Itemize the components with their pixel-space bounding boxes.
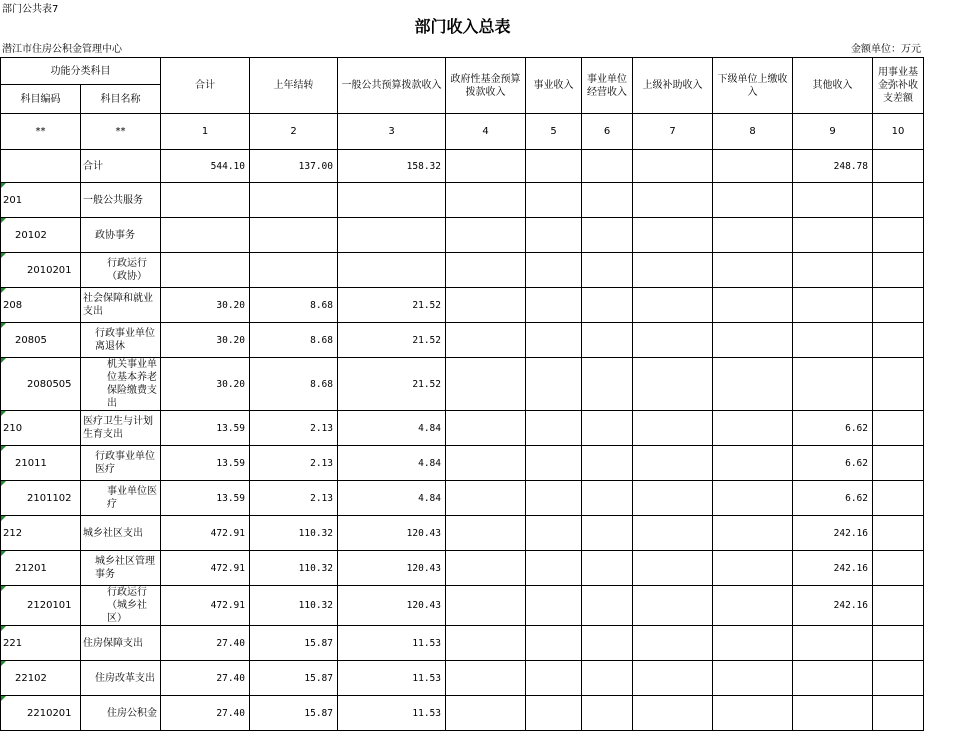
- table-row: [1, 586, 924, 626]
- index-name: **: [81, 114, 161, 150]
- row-code: 21201: [1, 551, 81, 586]
- cell-col-1: 27.40: [161, 696, 250, 731]
- cell-col-4: [446, 323, 526, 358]
- cell-col-7: [633, 446, 713, 481]
- cell-col-9: [793, 183, 873, 218]
- cell-col-8: [713, 411, 793, 446]
- row-name: 合计: [81, 150, 161, 183]
- cell-col-8: [713, 358, 793, 411]
- cell-col-7: [633, 661, 713, 696]
- table-row: [1, 626, 924, 661]
- cell-col-10: [873, 551, 924, 586]
- cell-col-4: [446, 411, 526, 446]
- cell-col-8: [713, 481, 793, 516]
- cell-col-8: [713, 626, 793, 661]
- cell-col-8: [713, 586, 793, 626]
- cell-col-1: 13.59: [161, 481, 250, 516]
- cell-col-5: [526, 586, 582, 626]
- cell-col-7: [633, 253, 713, 288]
- organization-name: 潜江市住房公积金管理中心: [2, 44, 122, 55]
- cell-col-7: [633, 150, 713, 183]
- income-summary-table: [0, 57, 924, 731]
- row-code: 2120101: [1, 586, 81, 626]
- cell-col-1: 544.10: [161, 150, 250, 183]
- cell-col-5: [526, 288, 582, 323]
- cell-col-6: [582, 696, 633, 731]
- cell-col-6: [582, 516, 633, 551]
- header-col-2: 上年结转: [250, 58, 338, 114]
- table-row: [1, 411, 924, 446]
- table-row: [1, 218, 924, 253]
- cell-col-8: [713, 253, 793, 288]
- cell-col-3: [338, 253, 446, 288]
- table-row: [1, 696, 924, 731]
- cell-col-5: [526, 411, 582, 446]
- index-col-7: 7: [633, 114, 713, 150]
- cell-col-4: [446, 446, 526, 481]
- cell-col-1: 13.59: [161, 446, 250, 481]
- cell-col-8: [713, 183, 793, 218]
- cell-col-9: 242.16: [793, 586, 873, 626]
- index-col-6: 6: [582, 114, 633, 150]
- cell-col-4: [446, 183, 526, 218]
- cell-col-9: 6.62: [793, 446, 873, 481]
- header-code: 科目编码: [1, 85, 81, 114]
- index-col-5: 5: [526, 114, 582, 150]
- cell-col-10: [873, 661, 924, 696]
- cell-col-4: [446, 551, 526, 586]
- cell-col-3: [338, 218, 446, 253]
- cell-col-9: [793, 288, 873, 323]
- row-name: 事业单位医疗: [81, 481, 161, 516]
- cell-col-2: 110.32: [250, 516, 338, 551]
- cell-col-1: [161, 183, 250, 218]
- cell-col-6: [582, 411, 633, 446]
- cell-col-5: [526, 551, 582, 586]
- cell-col-4: [446, 358, 526, 411]
- table-row: [1, 516, 924, 551]
- cell-col-8: [713, 661, 793, 696]
- cell-col-7: [633, 696, 713, 731]
- cell-col-5: [526, 218, 582, 253]
- cell-col-8: [713, 288, 793, 323]
- row-code: 210: [1, 411, 81, 446]
- cell-col-3: [338, 183, 446, 218]
- index-col-4: 4: [446, 114, 526, 150]
- cell-col-2: 8.68: [250, 288, 338, 323]
- table-row: [1, 253, 924, 288]
- header-col-8: 下级单位上缴收入: [713, 58, 793, 114]
- cell-col-3: 11.53: [338, 661, 446, 696]
- cell-col-2: 2.13: [250, 411, 338, 446]
- table-row: [1, 358, 924, 411]
- cell-col-3: 11.53: [338, 696, 446, 731]
- index-col-9: 9: [793, 114, 873, 150]
- cell-col-4: [446, 586, 526, 626]
- cell-col-8: [713, 551, 793, 586]
- cell-col-2: 2.13: [250, 481, 338, 516]
- cell-col-9: [793, 218, 873, 253]
- cell-col-1: 472.91: [161, 551, 250, 586]
- row-name: 行政事业单位医疗: [81, 446, 161, 481]
- cell-col-9: [793, 253, 873, 288]
- cell-col-2: 2.13: [250, 446, 338, 481]
- row-name: 政协事务: [81, 218, 161, 253]
- cell-col-5: [526, 661, 582, 696]
- cell-col-3: 120.43: [338, 516, 446, 551]
- cell-col-9: 242.16: [793, 516, 873, 551]
- cell-col-2: 110.32: [250, 586, 338, 626]
- cell-col-10: [873, 516, 924, 551]
- cell-col-2: 15.87: [250, 696, 338, 731]
- row-name: 行政运行（城乡社区）: [81, 586, 161, 626]
- index-code: **: [1, 114, 81, 150]
- index-col-10: 10: [873, 114, 924, 150]
- cell-col-9: 248.78: [793, 150, 873, 183]
- cell-col-4: [446, 288, 526, 323]
- cell-col-10: [873, 586, 924, 626]
- form-label: 部门公共表7: [2, 4, 59, 15]
- cell-col-6: [582, 253, 633, 288]
- header-col-3: 一般公共预算拨款收入: [338, 58, 446, 114]
- row-code: 22102: [1, 661, 81, 696]
- cell-col-5: [526, 626, 582, 661]
- cell-col-5: [526, 323, 582, 358]
- row-name: 行政事业单位离退休: [81, 323, 161, 358]
- index-col-3: 3: [338, 114, 446, 150]
- cell-col-9: [793, 696, 873, 731]
- row-name: 机关事业单位基本养老保险缴费支出: [81, 358, 161, 411]
- cell-col-7: [633, 516, 713, 551]
- cell-col-10: [873, 150, 924, 183]
- row-code: 2101102: [1, 481, 81, 516]
- cell-col-3: 11.53: [338, 626, 446, 661]
- row-code: 221: [1, 626, 81, 661]
- cell-col-1: 30.20: [161, 358, 250, 411]
- cell-col-10: [873, 358, 924, 411]
- cell-col-7: [633, 586, 713, 626]
- table-row: [1, 446, 924, 481]
- row-code: [1, 150, 81, 183]
- row-name: 城乡社区支出: [81, 516, 161, 551]
- cell-col-9: [793, 358, 873, 411]
- cell-col-2: 8.68: [250, 358, 338, 411]
- cell-col-9: [793, 323, 873, 358]
- cell-col-5: [526, 516, 582, 551]
- cell-col-5: [526, 358, 582, 411]
- row-name: 医疗卫生与计划生育支出: [81, 411, 161, 446]
- cell-col-4: [446, 253, 526, 288]
- cell-col-10: [873, 696, 924, 731]
- cell-col-10: [873, 218, 924, 253]
- row-code: 2080505: [1, 358, 81, 411]
- row-code: 2010201: [1, 253, 81, 288]
- cell-col-6: [582, 626, 633, 661]
- row-name: 一般公共服务: [81, 183, 161, 218]
- cell-col-3: 4.84: [338, 481, 446, 516]
- cell-col-3: 4.84: [338, 411, 446, 446]
- cell-col-8: [713, 516, 793, 551]
- cell-col-3: 21.52: [338, 358, 446, 411]
- cell-col-5: [526, 446, 582, 481]
- table-row: [1, 150, 924, 183]
- cell-col-5: [526, 253, 582, 288]
- cell-col-1: 27.40: [161, 626, 250, 661]
- cell-col-4: [446, 218, 526, 253]
- header-col-10: 用事业基金弥补收支差额: [873, 58, 924, 114]
- cell-col-1: 472.91: [161, 586, 250, 626]
- cell-col-9: 6.62: [793, 481, 873, 516]
- cell-col-8: [713, 150, 793, 183]
- cell-col-7: [633, 411, 713, 446]
- cell-col-2: [250, 218, 338, 253]
- amount-unit: 金额单位：万元: [851, 44, 921, 55]
- row-name: 社会保障和就业支出: [81, 288, 161, 323]
- cell-col-4: [446, 516, 526, 551]
- cell-col-10: [873, 253, 924, 288]
- header-col-5: 事业收入: [526, 58, 582, 114]
- cell-col-10: [873, 411, 924, 446]
- cell-col-1: 30.20: [161, 288, 250, 323]
- cell-col-7: [633, 358, 713, 411]
- cell-col-2: 137.00: [250, 150, 338, 183]
- cell-col-8: [713, 446, 793, 481]
- cell-col-7: [633, 288, 713, 323]
- header-group: 功能分类科目: [1, 58, 161, 85]
- cell-col-3: 4.84: [338, 446, 446, 481]
- index-col-1: 1: [161, 114, 250, 150]
- cell-col-1: [161, 253, 250, 288]
- row-name: 住房改革支出: [81, 661, 161, 696]
- row-code: 20102: [1, 218, 81, 253]
- cell-col-7: [633, 551, 713, 586]
- cell-col-6: [582, 150, 633, 183]
- table-row: [1, 288, 924, 323]
- page-title: 部门收入总表: [414, 17, 511, 36]
- cell-col-10: [873, 183, 924, 218]
- row-name: 行政运行（政协）: [81, 253, 161, 288]
- cell-col-10: [873, 323, 924, 358]
- cell-col-6: [582, 551, 633, 586]
- cell-col-3: 21.52: [338, 323, 446, 358]
- cell-col-3: 21.52: [338, 288, 446, 323]
- cell-col-3: 120.43: [338, 586, 446, 626]
- cell-col-9: 6.62: [793, 411, 873, 446]
- cell-col-4: [446, 150, 526, 183]
- cell-col-7: [633, 183, 713, 218]
- cell-col-6: [582, 446, 633, 481]
- cell-col-6: [582, 481, 633, 516]
- cell-col-2: 110.32: [250, 551, 338, 586]
- row-code: 2210201: [1, 696, 81, 731]
- row-name: 城乡社区管理事务: [81, 551, 161, 586]
- table-row: [1, 323, 924, 358]
- cell-col-6: [582, 218, 633, 253]
- cell-col-8: [713, 696, 793, 731]
- cell-col-6: [582, 288, 633, 323]
- cell-col-6: [582, 586, 633, 626]
- cell-col-8: [713, 323, 793, 358]
- cell-col-10: [873, 288, 924, 323]
- header-col-4: 政府性基金预算拨款收入: [446, 58, 526, 114]
- table-row: [1, 183, 924, 218]
- cell-col-4: [446, 481, 526, 516]
- cell-col-10: [873, 481, 924, 516]
- cell-col-10: [873, 626, 924, 661]
- cell-col-2: [250, 253, 338, 288]
- header-col-1: 合计: [161, 58, 250, 114]
- header-col-9: 其他收入: [793, 58, 873, 114]
- cell-col-3: 120.43: [338, 551, 446, 586]
- row-code: 20805: [1, 323, 81, 358]
- cell-col-10: [873, 446, 924, 481]
- cell-col-3: 158.32: [338, 150, 446, 183]
- cell-col-2: 15.87: [250, 626, 338, 661]
- row-code: 208: [1, 288, 81, 323]
- cell-col-2: 15.87: [250, 661, 338, 696]
- row-name: 住房保障支出: [81, 626, 161, 661]
- cell-col-6: [582, 661, 633, 696]
- table-row: [1, 551, 924, 586]
- cell-col-7: [633, 626, 713, 661]
- cell-col-7: [633, 323, 713, 358]
- row-code: 212: [1, 516, 81, 551]
- cell-col-7: [633, 218, 713, 253]
- cell-col-2: [250, 183, 338, 218]
- header-col-6: 事业单位经营收入: [582, 58, 633, 114]
- cell-col-1: 13.59: [161, 411, 250, 446]
- cell-col-7: [633, 481, 713, 516]
- cell-col-1: 472.91: [161, 516, 250, 551]
- cell-col-4: [446, 661, 526, 696]
- cell-col-5: [526, 481, 582, 516]
- index-col-2: 2: [250, 114, 338, 150]
- cell-col-9: 242.16: [793, 551, 873, 586]
- cell-col-8: [713, 218, 793, 253]
- row-name: 住房公积金: [81, 696, 161, 731]
- header-name: 科目名称: [81, 85, 161, 114]
- cell-col-4: [446, 696, 526, 731]
- cell-col-1: 27.40: [161, 661, 250, 696]
- header-col-7: 上级补助收入: [633, 58, 713, 114]
- cell-col-5: [526, 150, 582, 183]
- cell-col-5: [526, 696, 582, 731]
- cell-col-6: [582, 183, 633, 218]
- cell-col-1: [161, 218, 250, 253]
- cell-col-4: [446, 626, 526, 661]
- cell-col-2: 8.68: [250, 323, 338, 358]
- cell-col-9: [793, 661, 873, 696]
- table-row: [1, 481, 924, 516]
- cell-col-6: [582, 358, 633, 411]
- table-row: [1, 661, 924, 696]
- cell-col-6: [582, 323, 633, 358]
- cell-col-1: 30.20: [161, 323, 250, 358]
- row-code: 201: [1, 183, 81, 218]
- cell-col-5: [526, 183, 582, 218]
- row-code: 21011: [1, 446, 81, 481]
- index-col-8: 8: [713, 114, 793, 150]
- cell-col-9: [793, 626, 873, 661]
